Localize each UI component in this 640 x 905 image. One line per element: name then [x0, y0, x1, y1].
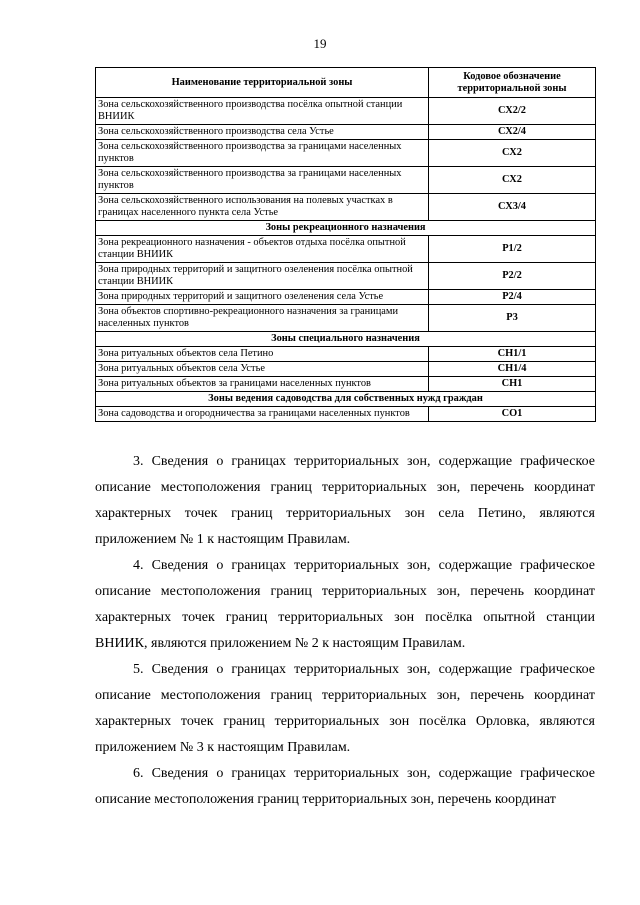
- zone-code-cell: СН1: [429, 377, 596, 392]
- table-row: [96, 98, 596, 125]
- zone-name-cell: Зона сельскохозяйственного использования на полевых участках в границах населенного пункта села Устье: [96, 194, 429, 221]
- table-row: [96, 140, 596, 167]
- table-row: [96, 167, 596, 194]
- zone-name-cell: Зона ритуальных объектов села Петино: [96, 347, 429, 362]
- zone-code-cell: СН1/1: [429, 347, 596, 362]
- zone-name-cell: Зона ритуальных объектов за границами населенных пунктов: [96, 377, 429, 392]
- zone-name-cell: Зона сельскохозяйственного производства посёлка опытной станции ВНИИК: [96, 98, 429, 125]
- zone-code-cell: СХ3/4: [429, 194, 596, 221]
- zones-table-body: [96, 98, 596, 422]
- zone-code-cell: Р2/4: [429, 290, 596, 305]
- paragraph-6: 6. Сведения о границах территориальных зон, содержащие графическое описание местоположения границ территориальных зон, перечень координат: [95, 766, 595, 807]
- zone-name-cell: Зона рекреационного назначения - объектов отдыха посёлка опытной станции ВНИИК: [96, 236, 429, 263]
- header-zone-name: Наименование территориальной зоны: [96, 68, 429, 98]
- zone-code-cell: Р2/2: [429, 263, 596, 290]
- header-zone-code: Кодовое обозначение территориальной зоны: [429, 68, 596, 98]
- zone-name-cell: Зона сельскохозяйственного производства за границами населенных пунктов: [96, 140, 429, 167]
- table-row: [96, 263, 596, 290]
- zone-code-cell: СХ2: [429, 140, 596, 167]
- zone-code-cell: Р1/2: [429, 236, 596, 263]
- zone-name-cell: Зона природных территорий и защитного озеленения посёлка опытной станции ВНИИК: [96, 263, 429, 290]
- zone-name-cell: Зона сельскохозяйственного производства за границами населенных пунктов: [96, 167, 429, 194]
- table-row: [96, 407, 596, 422]
- zone-name-cell: Зона ритуальных объектов села Устье: [96, 362, 429, 377]
- page-number: 19: [313, 36, 327, 51]
- zone-code-cell: СХ2/4: [429, 125, 596, 140]
- zone-name-cell: Зона природных территорий и защитного озеленения села Устье: [96, 290, 429, 305]
- section-title: Зоны специального назначения: [96, 332, 596, 347]
- table-row: [96, 362, 596, 377]
- zone-code-cell: СО1: [429, 407, 596, 422]
- paragraph-5: 5. Сведения о границах территориальных зон, содержащие графическое описание местоположения границ территориальных зон, перечень координат характерных точек границ территориальных зон посёлка Орловка, являются приложением № 3 к настоящим Правилам.: [95, 662, 595, 755]
- section-title: Зоны рекреационного назначения: [96, 221, 596, 236]
- table-row: [96, 194, 596, 221]
- zone-name-cell: Зона сельскохозяйственного производства села Устье: [96, 125, 429, 140]
- zone-code-cell: СН1/4: [429, 362, 596, 377]
- paragraph-3: 3. Сведения о границах территориальных зон, содержащие графическое описание местоположения границ территориальных зон, перечень координат характерных точек границ территориальных зон села Петино, являются приложением № 1 к настоящим Правилам.: [95, 454, 595, 547]
- table-row: [96, 377, 596, 392]
- table-row: [96, 347, 596, 362]
- section-row: [96, 221, 596, 236]
- zone-code-cell: СХ2/2: [429, 98, 596, 125]
- table-row: [96, 236, 596, 263]
- section-title: Зоны ведения садоводства для собственных нужд граждан: [96, 392, 596, 407]
- table-header-row: [96, 68, 596, 98]
- zone-code-cell: СХ2: [429, 167, 596, 194]
- zone-name-cell: Зона объектов спортивно-рекреационного назначения за границами населенных пунктов: [96, 305, 429, 332]
- section-row: [96, 332, 596, 347]
- table-row: [96, 125, 596, 140]
- table-row: [96, 290, 596, 305]
- section-row: [96, 392, 596, 407]
- table-row: [96, 305, 596, 332]
- zones-table: [95, 67, 596, 422]
- paragraph-4: 4. Сведения о границах территориальных зон, содержащие графическое описание местоположения границ территориальных зон, перечень координат характерных точек границ территориальных зон посёлка опытной станции ВНИИК, являются приложением № 2 к настоящим Правилам.: [95, 558, 595, 651]
- zone-name-cell: Зона садоводства и огородничества за границами населенных пунктов: [96, 407, 429, 422]
- zone-code-cell: Р3: [429, 305, 596, 332]
